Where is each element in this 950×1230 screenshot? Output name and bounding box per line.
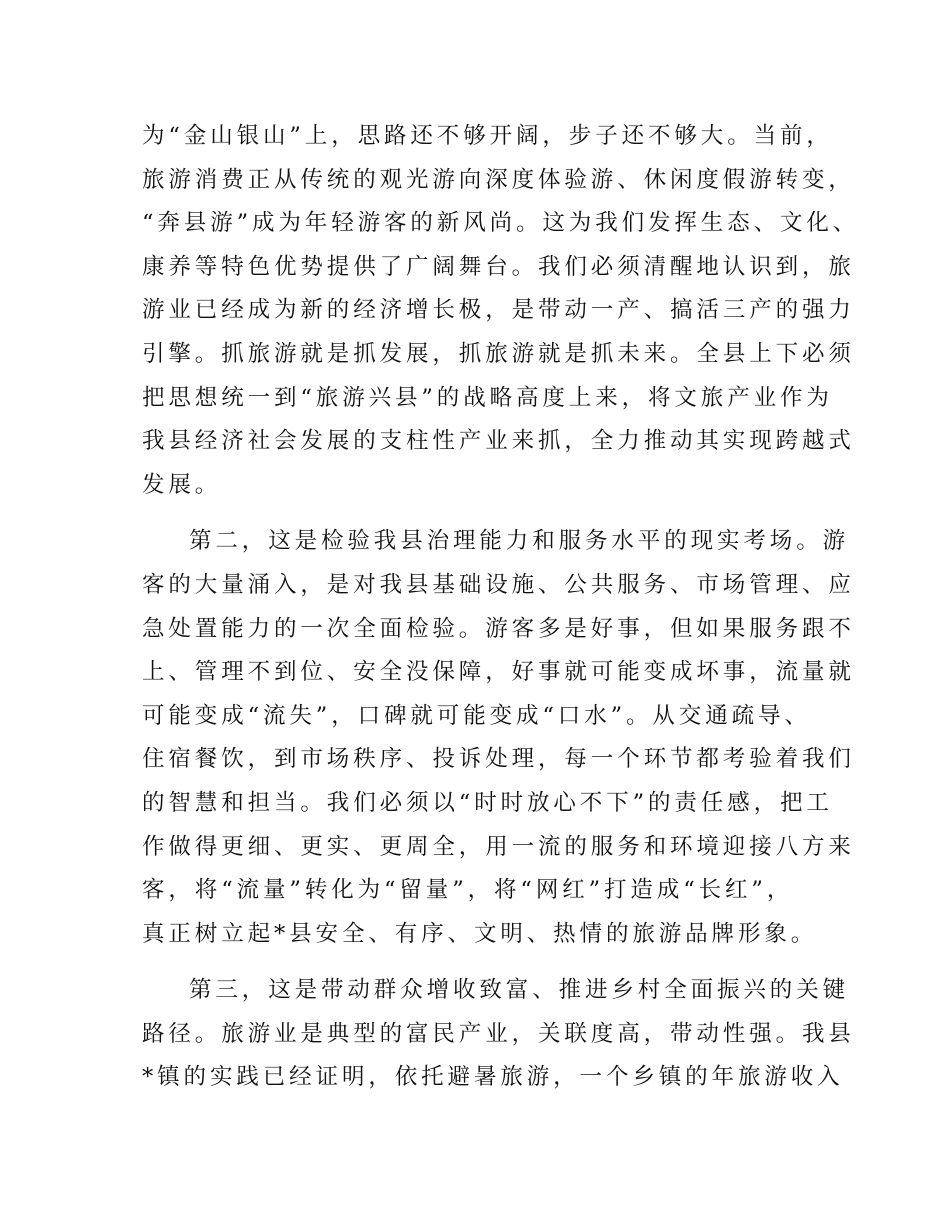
text-line: 客的大量涌入，是对我县基础设施、公共服务、市场管理、应 — [142, 571, 855, 598]
text-line: 发展。 — [142, 471, 222, 498]
paragraph-spacer — [142, 507, 832, 520]
paragraph-2 — [142, 520, 855, 956]
text-line: *镇的实践已经证明，依托避暑旅游，一个乡镇的年旅游收入 — [142, 1064, 844, 1091]
text-line: 康养等特色优势提供了广阔舞台。我们必须清醒地认识到，旅 — [142, 253, 855, 280]
text-line: 的智慧和担当。我们必须以“时时放心不下”的责任感，把工 — [142, 789, 833, 816]
text-line: 第三，这是带动群众增收致富、推进乡村全面振兴的关键 — [189, 977, 850, 1004]
document-body — [142, 115, 860, 1100]
text-line: 旅游消费正从传统的观光游向深度体验游、休闲度假游转变， — [142, 166, 855, 193]
paragraph-spacer — [142, 956, 832, 969]
text-line: “奔县游”成为年轻游客的新风尚。这为我们发挥生态、文化、 — [142, 210, 860, 237]
text-line: 住宿餐饮，到市场秩序、投诉处理，每一个环节都考验着我们 — [142, 746, 855, 773]
text-line: 为“金山银山”上，思路还不够开阔，步子还不够大。当前， — [142, 123, 833, 149]
text-line: 我县经济社会发展的支柱性产业来抓，全力推动其实现跨越式 — [142, 428, 855, 455]
text-line: 客，将“流量”转化为“留量”，将“网红”打造成“长红”， — [142, 877, 794, 904]
text-line: 急处置能力的一次全面检验。游客多是好事，但如果服务跟不 — [142, 615, 855, 642]
text-line: 引擎。抓旅游就是抓发展，抓旅游就是抓未来。全县上下必须 — [142, 340, 855, 367]
text-line: 第二，这是检验我县治理能力和服务水平的现实考场。游 — [189, 528, 850, 555]
text-line: 作做得更细、更实、更周全，用一流的服务和环境迎接八方来 — [142, 833, 855, 860]
text-line: 游业已经成为新的经济增长极，是带动一产、搞活三产的强力 — [142, 297, 855, 324]
text-line: 把思想统一到“旅游兴县”的战略高度上来，将文旅产业作为 — [142, 384, 833, 411]
paragraph-1 — [142, 115, 860, 507]
text-line: 上、管理不到位、安全没保障，好事就可能变成坏事，流量就 — [142, 659, 855, 686]
text-line: 路径。旅游业是典型的富民产业，关联度高，带动性强。我县 — [142, 1020, 855, 1047]
text-line: 可能变成“流失”，口碑就可能变成“口水”。从交通疏导、 — [142, 702, 811, 729]
paragraph-3 — [142, 969, 855, 1100]
text-line: 真正树立起*县安全、有序、文明、热情的旅游品牌形象。 — [142, 920, 818, 947]
